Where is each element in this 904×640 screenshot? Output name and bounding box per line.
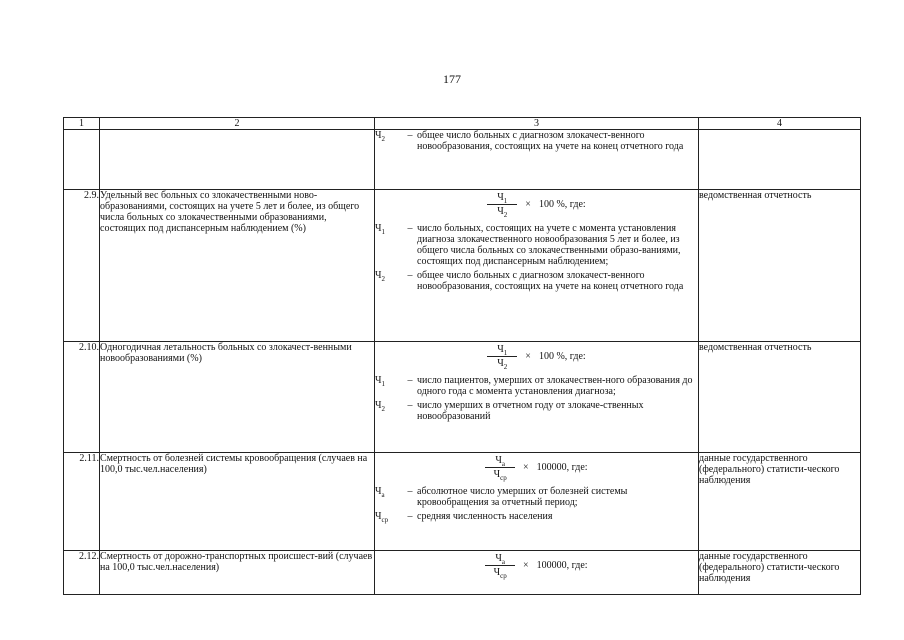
variable-definition: общее число больных с диагнозом злокачест-венного новообразования, состоящих на учете на конец отчетного года	[417, 130, 684, 152]
multiply-sign: ×	[525, 351, 531, 362]
indicator-number: 2.11.	[64, 453, 100, 551]
variable-symbol: $Ч_{ср}$	[375, 511, 389, 524]
indicators-table	[63, 117, 861, 595]
variable-definition: общее число больных с диагнозом злокачест-венного новообразования, состоящих на учете на конец отчетного года	[417, 270, 684, 292]
definition-dash: –	[407, 375, 413, 386]
formula-multiplier: 100 %, где:	[538, 199, 586, 210]
indicator-name	[100, 130, 375, 190]
variable-symbol: $Ч_а$	[375, 486, 385, 499]
variable-definition: число больных, состоящих на учете с момента установления диагноза злокачественного новообразования 5 лет и более, из общего числа больных со злокачественными образо-ваниями, состоящих под диспансерным наблюдением;	[417, 223, 681, 267]
formula-multiplier: 100000, где:	[536, 560, 588, 571]
formula-cell	[375, 453, 699, 551]
indicator-name: Одногодичная летальность больных со злокачест-венными новообразованиями (%)	[100, 342, 375, 453]
header-col-2: 2	[100, 118, 375, 130]
formula-cell	[375, 130, 699, 190]
variable-definition: число умерших в отчетном году от злокаче-ственных новообразований	[417, 400, 644, 422]
data-source	[699, 130, 861, 190]
header-col-4: 4	[699, 118, 861, 130]
variable-symbol: $Ч_1$	[375, 223, 385, 236]
definition-dash: –	[407, 486, 413, 497]
variable-definition: средняя численность населения	[417, 511, 553, 522]
fraction-denominator: $Ч_{ср}$	[493, 567, 507, 580]
data-source: данные государственного (федерального) статисти-ческого наблюдения	[699, 453, 861, 551]
definition-dash: –	[407, 511, 413, 522]
fraction-denominator: $Ч_2$	[497, 358, 508, 371]
formula-cell	[375, 190, 699, 342]
formula	[375, 453, 698, 486]
multiply-sign: ×	[525, 199, 531, 210]
table-row	[64, 453, 861, 551]
variable-definitions	[375, 223, 698, 292]
multiply-sign: ×	[523, 462, 529, 473]
formula-cell	[375, 551, 699, 595]
variable-symbol: $Ч_2$	[375, 130, 385, 143]
data-source: ведомственная отчетность	[699, 342, 861, 453]
variable-symbol: $Ч_2$	[375, 400, 385, 413]
table-row	[64, 190, 861, 342]
data-source: данные государственного (федерального) статисти-ческого наблюдения	[699, 551, 861, 595]
data-source: ведомственная отчетность	[699, 190, 861, 342]
formula-multiplier: 100000, где:	[536, 462, 588, 473]
formula-cell	[375, 342, 699, 453]
indicator-name: Смертность от дорожно-транспортных происшест-вий (случаев на 100,0 тыс.чел.населения)	[100, 551, 375, 595]
header-row	[64, 118, 861, 130]
table-row	[64, 342, 861, 453]
formula	[375, 551, 698, 584]
multiply-sign: ×	[523, 560, 529, 571]
variable-symbol: $Ч_2$	[375, 270, 385, 283]
variable-definition: абсолютное число умерших от болезней системы кровообращения за отчетный период;	[417, 486, 628, 508]
definition-dash: –	[407, 130, 413, 141]
formula-multiplier: 100 %, где:	[538, 351, 586, 362]
fraction	[485, 455, 515, 480]
fraction	[487, 192, 517, 217]
header-col-3: 3	[375, 118, 699, 130]
fraction-denominator: $Ч_2$	[497, 206, 508, 219]
fraction-numerator: $Ч_1$	[487, 344, 517, 357]
fraction-numerator: $Ч_а$	[485, 553, 515, 566]
indicator-name: Смертность от болезней системы кровообращения (случаев на 100,0 тыс.чел.населения)	[100, 453, 375, 551]
variable-definitions	[375, 130, 698, 152]
variable-symbol: $Ч_1$	[375, 375, 385, 388]
variable-definitions	[375, 486, 698, 522]
table-row	[64, 130, 861, 190]
indicator-number: 2.10.	[64, 342, 100, 453]
formula	[375, 190, 698, 223]
indicator-number: 2.12.	[64, 551, 100, 595]
formula	[375, 342, 698, 375]
variable-definitions	[375, 375, 698, 422]
indicator-name: Удельный вес больных со злокачественными ново-образованиями, состоящих на учете 5 лет и более, из общего числа больных со злокачественными образованиями, состоящих под диспансерным наблюдением (%)	[100, 190, 375, 342]
page-number: 177	[443, 72, 461, 86]
fraction-numerator: $Ч_1$	[487, 192, 517, 205]
indicator-number: 2.9.	[64, 190, 100, 342]
definition-dash: –	[407, 270, 413, 281]
variable-definition: число пациентов, умерших от злокачествен-ного образования до одного года с момента установления диагноза;	[417, 375, 693, 397]
header-col-1: 1	[64, 118, 100, 130]
fraction	[487, 344, 517, 369]
table-row	[64, 551, 861, 595]
indicator-number	[64, 130, 100, 190]
definition-dash: –	[407, 223, 413, 234]
fraction-numerator: $Ч_а$	[485, 455, 515, 468]
definition-dash: –	[407, 400, 413, 411]
fraction-denominator: $Ч_{ср}$	[493, 469, 507, 482]
fraction	[485, 553, 515, 578]
